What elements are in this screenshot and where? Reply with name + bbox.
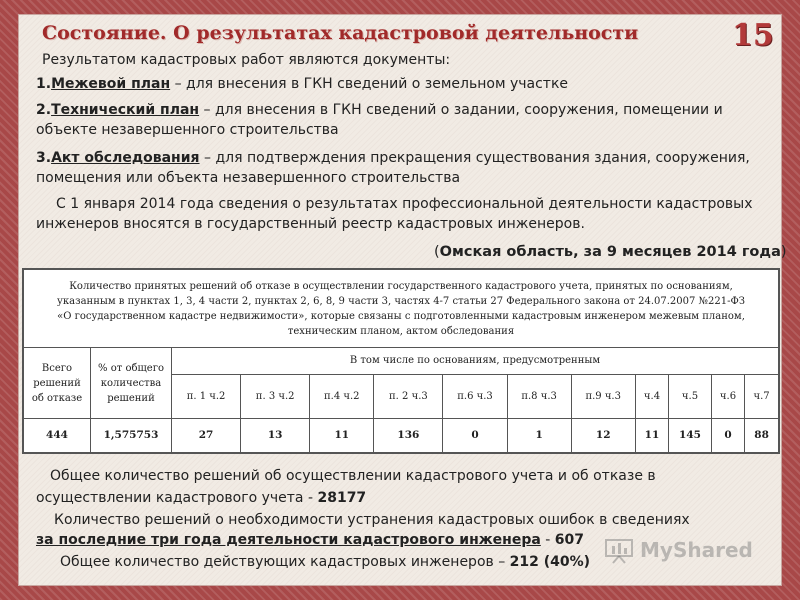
doc-item-2-cont: объекте незавершенного строительства [36,122,339,138]
sub-col-header: ч.4 [635,374,668,418]
sub-col-header: п.6 ч.3 [443,374,507,418]
table-header-cell [24,270,779,348]
sub-col-header: п. 3 ч.2 [241,374,310,418]
summary-3-value: 212 (40%) [509,554,591,570]
sub-col-header: п.9 ч.3 [571,374,635,418]
summary-1-line2 [36,488,366,508]
percent-cell: 1,575753 [91,418,172,452]
value-cell: 13 [241,418,310,452]
sub-col-header: ч.6 [711,374,744,418]
sub-col-header: п.4 ч.2 [310,374,374,418]
summary-2-line1: Количество решений о необходимости устранения кадастровых ошибок в сведениях [54,512,690,528]
col-total-header: Всего решений об отказе [24,348,91,418]
table-header-line: Количество принятых решений об отказе в осуществлении государственного кадастрового учета, принятых по основаниям, [69,280,733,292]
refusals-table [22,268,780,454]
sub-col-header: ч.7 [745,374,779,418]
sub-col-header: ч.5 [669,374,712,418]
doc-desc: – для внесения в ГКН сведений о задании, сооружения, помещении и [199,102,723,118]
summary-2-line2 [36,530,584,550]
value-cell: 145 [669,418,712,452]
table-header-line: «О государственном кадастре недвижимости», которые связаны с подготовленными кадастровым инженером межевым планом, [57,310,745,322]
region-text: Омская область, за 9 месяцев 2014 года [439,244,781,260]
region-caption [434,242,787,262]
total-cell: 444 [24,418,91,452]
col-including-header: В том числе по основаниям, предусмотренным [172,348,779,374]
value-cell: 11 [310,418,374,452]
doc-name: Акт обследования [51,150,200,166]
table-header-line: указанным в пунктах 1, 3, 4 части 2, пунктах 2, 6, 8, 9 части 3, частях 4-7 статьи 27 Федерального закона от 24.07.2007 №221-ФЗ [57,295,745,307]
sub-col-header: п. 2 ч.3 [374,374,443,418]
value-cell: 1 [507,418,571,452]
doc-item-1 [36,74,568,94]
doc-desc: – для подтверждения прекращения существования здания, сооружения, [199,150,750,166]
value-cell: 0 [711,418,744,452]
summary-2-sep: - [540,532,555,548]
doc-num: 2. [36,102,52,118]
value-cell: 12 [571,418,635,452]
doc-item-3-cont: помещения или объекта незавершенного строительства [36,170,461,186]
paren-open: ( [434,244,440,260]
value-cell: 11 [635,418,668,452]
col-percent-header: % от общего количества решений [91,348,172,418]
doc-item-2 [36,100,723,120]
value-cell: 136 [374,418,443,452]
value-cell: 27 [172,418,241,452]
doc-name: Межевой план [51,76,171,92]
doc-num: 1. [36,76,52,92]
summary-2-value: 607 [554,532,585,548]
doc-num: 3. [36,150,52,166]
summary-1-value: 28177 [317,490,367,506]
para-2014-line1: С 1 января 2014 года сведения о результатах профессиональной деятельности кадастровых [56,196,753,212]
summary-3-label: Общее количество действующих кадастровых инженеров – [60,554,510,570]
table-row [24,418,779,452]
intro-text: Результатом кадастровых работ являются документы: [42,52,451,68]
value-cell: 88 [745,418,779,452]
value-cell: 0 [443,418,507,452]
paren-close: ) [780,244,787,260]
doc-desc: – для внесения в ГКН сведений о земельном участке [170,76,569,92]
doc-name: Технический план [51,102,200,118]
page-number: 15 [732,18,774,53]
table-header-line: техническим планом, актом обследования [287,325,515,337]
slide-title: Состояние. О результатах кадастровой деятельности [42,22,639,44]
summary-1-label: осуществлении кадастрового учета - [36,490,318,506]
presentation-icon [604,538,634,564]
summary-1-line1: Общее количество решений об осуществлении кадастрового учета и об отказе в [50,468,656,484]
summary-2-period: за последние три года деятельности кадастрового инженера [36,532,541,548]
para-2014-line2: инженеров вносятся в государственный реестр кадастровых инженеров. [36,216,585,232]
watermark-logo: MyShared [640,538,753,562]
sub-col-header: п.8 ч.3 [507,374,571,418]
doc-item-3 [36,148,750,168]
summary-3 [60,552,590,572]
sub-col-header: п. 1 ч.2 [172,374,241,418]
